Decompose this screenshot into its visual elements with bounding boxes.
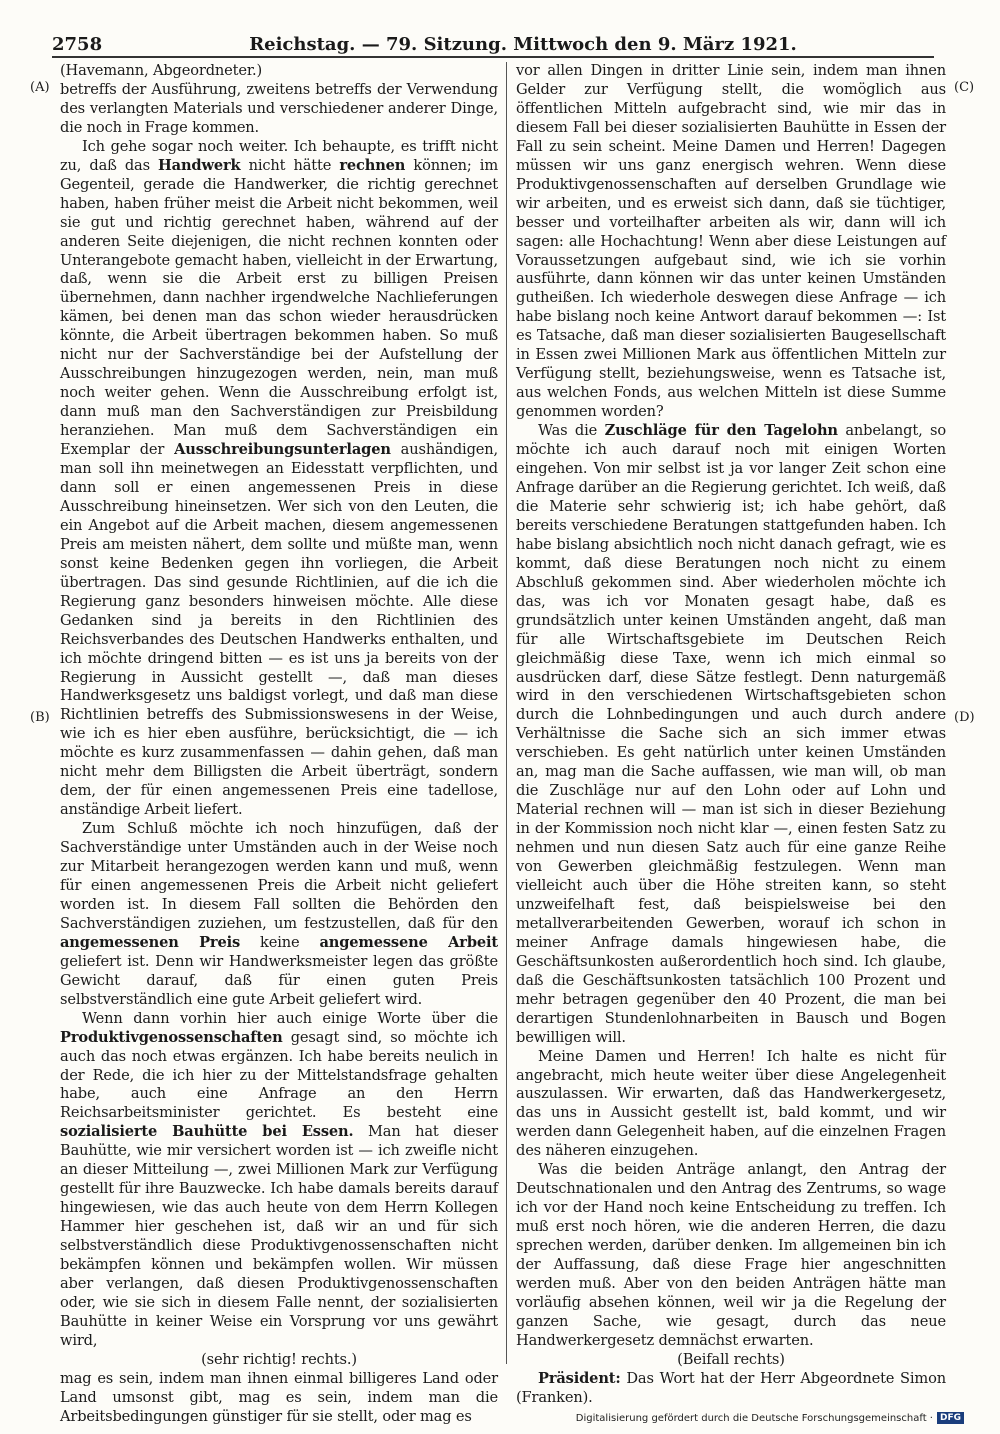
- credit-text: Digitalisierung gefördert durch die Deutsche Forschungsgemeinschaft ·: [575, 1412, 933, 1424]
- page-number: 2758: [52, 34, 103, 55]
- president-statement: Präsident: Das Wort hat der Herr Abgeordnete Simon (Franken).: [516, 1369, 946, 1406]
- applause-note: (Beifall rechts): [677, 1350, 785, 1368]
- president-label: Präsident:: [538, 1369, 621, 1387]
- paragraph: Ich gehe sogar noch weiter. Ich behaupte, es trifft nicht zu, daß das Handwerk nicht hätte rechnen können; im Gegenteil, gerade die Handwerker, die richtig gerechnet haben, haben früher meist die Arbeit nicht bekommen, weil sie gut und richtig gerechnet haben, während auf der anderen Seite diejenigen, die nicht rechnen konnten oder Unterangebote gemacht haben, vielleicht in der Erwartung, daß, wenn sie die Arbeit erst zu billigen Preisen übernehmen, dann nachher irgendwelche Nachlieferungen kämen, bei denen man das schon wieder herausdrücken könnte, die Arbeit übertragen bekommen haben. So muß nicht nur der Sachverständige bei der Aufstellung der Ausschreibungen hinzugezogen werden, nein, man muß noch weiter gehen. Wenn die Ausschreibung erfolgt ist, dann muß man den Sachverständigen zur Preisbildung heranziehen. Man muß dem Sachverständigen ein Exemplar der Ausschreibungsunterlagen aushändigen, man soll ihn meinetwegen an Eidesstatt verpflichten, und dann soll er einen angemessenen Preis in diese Ausschreibung hineinsetzen. Wer sich von den Leuten, die ein Angebot auf die Arbeit machen, diesem angemessenen Preis am meisten nähert, dem sollte und müßte man, wenn sonst keine Bedenken gegen ihn vorliegen, die Arbeit übertragen. Das sind gesunde Richtlinien, auf die ich die Regierung ganz besonders hinweisen möchte. Alle diese Gedanken sind ja bereits in den Richtlinien des Reichsverbandes des Deutschen Handwerks enthalten, und ich möchte dringend bitten — es ist uns ja bereits von der Regierung in Aussicht gestellt —, daß man dieses Handwerksgesetz uns baldigst vorlegt, und daß man diese Richtlinien betreffs des Submissionswesens in der Weise, wie ich es hier eben ausführe, berücksichtigt, die — ich möchte es kurz zusammenfassen — dahin gehen, daß man nicht mehr dem Billigsten die Arbeit überträgt, sondern dem, der für einen angemessenen Preis eine tadellose, anständige Arbeit liefert.: [60, 137, 499, 819]
- left-column: [60, 62, 498, 1427]
- paragraph: betreffs der Ausführung, zweitens betreffs der Verwendung des verlangten Materials und verschiedener anderer Dinge, die noch in Frage kommen.: [60, 80, 498, 136]
- page-header: [52, 30, 934, 58]
- speaker-attribution: (Havemann, Abgeordneter.): [60, 62, 263, 79]
- digitization-credit: [576, 1412, 964, 1424]
- paragraph: Zum Schluß möchte ich noch hinzufügen, daß der Sachverständige unter Umständen auch in der Weise noch zur Mitarbeit herangezogen werden kann und muß, wenn für einen angemessenen Preis die Arbeit nicht geliefert worden ist. In diesem Fall sollten die Behörden den Sachverständigen zuziehen, um festzustellen, daß für den angemessenen Preis keine angemessene Arbeit geliefert ist. Denn wir Handwerksmeister legen das größte Gewicht darauf, daß für einen guten Preis selbstverständlich eine gute Arbeit geliefert wird.: [60, 820, 498, 1008]
- margin-marker-d: (D): [954, 710, 975, 725]
- interjection: (sehr richtig! rechts.): [201, 1350, 357, 1368]
- margin-marker-c: (C): [954, 80, 975, 95]
- dfg-logo: DFG: [937, 1412, 964, 1424]
- paragraph: mag es sein, indem man ihnen einmal billigeres Land oder Land umsonst gibt, mag es sein, indem man die Arbeitsbedingungen günstiger für sie stellt, oder mag es: [60, 1369, 498, 1425]
- right-column: [516, 62, 946, 1408]
- margin-marker-a: (A): [30, 80, 50, 95]
- running-title: Reichstag. — 79. Sitzung. Mittwoch den 9. März 1921.: [249, 34, 797, 55]
- paragraph: vor allen Dingen in dritter Linie sein, indem man ihnen Gelder zur Verfügung stellt, die womöglich aus öffentlichen Mitteln aufgebracht sind, wie mir das in diesem Fall bei dieser sozialisierten Bauhütte in Essen der Fall zu sein scheint. Meine Damen und Herren! Dagegen müssen wir uns ganz energisch wehren. Wenn diese Produktivgenossenschaften auf derselben Grundlage wie wir arbeiten, und es erweist sich dann, daß sie tüchtiger, besser und vorteilhafter arbeiten als wir, dann will ich sagen: alle Hochachtung! Wenn aber diese Leistungen auf Voraussetzungen aufgebaut sind, wie ich sie vorhin ausführte, dann können wir das unter keinen Umständen gutheißen. Ich wiederhole deswegen diese Anfrage — ich habe bislang noch keine Antwort darauf bekommen —: Ist es Tatsache, daß man dieser sozialisierten Baugesellschaft in Essen zwei Millionen Mark aus öffentlichen Mitteln zur Verfügung stellt, beziehungsweise, wenn es Tatsache ist, aus welchen Fonds, aus welchen Mitteln ist diese Summe genommen worden?: [516, 62, 946, 421]
- column-divider: [506, 62, 507, 1364]
- paragraph: Was die beiden Anträge anlangt, den Antrag der Deutschnationalen und den Antrag des Zentrums, so wage ich vor der Hand noch keine Entscheidung zu treffen. Ich muß erst noch hören, wie die anderen Herren, die dazu sprechen werden, darüber denken. Im allgemeinen bin ich der Auffassung, daß diese Frage hier angeschnitten werden muß. Aber von den beiden Anträgen hätte man vorläufig absehen können, weil wir ja die Regelung der ganzen Sache, wie gesagt, durch das neue Handwerkergesetz demnächst erwarten.: [516, 1161, 946, 1349]
- paragraph: Meine Damen und Herren! Ich halte es nicht für angebracht, mich heute weiter über diese Angelegenheit auszulassen. Wir erwarten, daß das Handwerkergesetz, das uns in Aussicht gestellt ist, bald kommt, und wir werden dann Gelegenheit haben, auf die einzelnen Fragen des näheren einzugehen.: [516, 1047, 946, 1160]
- paragraph: Wenn dann vorhin hier auch einige Worte über die Produktivgenossenschaften gesagt sind, so möchte ich auch das noch etwas ergänzen. Ich habe bereits neulich in der Rede, die ich hier zu der Mittelstandsfrage gehalten habe, auch eine Anfrage an den Herrn Reichsarbeitsminister gerichtet. Es besteht eine sozialisierte Bauhütte bei Essen. Man hat dieser Bauhütte, wie mir versichert worden ist — ich zweifle nicht an dieser Mitteilung —, zwei Millionen Mark zur Verfügung gestellt für ihre Bauzwecke. Ich habe damals bereits darauf hingewiesen, wie das auch heute von dem Herrn Kollegen Hammer hier geschehen ist, daß wir an und für sich selbstverständlich diese Produktivgenossenschaften nicht bekämpfen können und bekämpfen wollen. Wir müssen aber verlangen, daß diesen Produktivgenossenschaften oder, wie sie sich in diesem Falle nennt, der sozialisierten Bauhütte in keiner Weise ein Vorsprung vor uns gewährt wird,: [60, 1009, 498, 1349]
- paragraph: Was die Zuschläge für den Tagelohn anbelangt, so möchte ich auch darauf noch mit einigen Worten eingehen. Von mir selbst ist ja vor langer Zeit schon eine Anfrage darüber an die Regierung gerichtet. Ich weiß, daß die Materie sehr schwierig ist; ich habe gehört, daß bereits verschiedene Beratungen stattgefunden haben. Ich habe bislang absichtlich noch nicht danach gefragt, wie es kommt, daß diese Beratungen noch nicht zu einem Abschluß gekommen sind. Aber wiederholen möchte ich das, was ich vor Monaten gesagt habe, daß es grundsätzlich unter keinen Umständen angeht, daß man für alle Wirtschaftsgebiete im Deutschen Reich gleichmäßig diese Taxe, wenn ich mich einmal so ausdrücken darf, diese Sätze festlegt. Denn naturgemäß wird in den verschiedenen Wirtschaftsgebieten schon durch die Lohnbedingungen und auch durch andere Verhältnisse die Sache sich an sich immer etwas verschieben. Es geht natürlich unter keinen Umständen an, mag man die Sache auffassen, wie man will, ob man die Zuschläge nur auf den Lohn oder auf Lohn und Material rechnen will — man ist sich in dieser Beziehung in der Kommission noch nicht klar —, einen festen Satz zu nehmen und nun diesen Satz auch für eine ganze Reihe von Gewerben gleichmäßig festzulegen. Wenn man vielleicht auch über die Höhe streiten kann, so steht unzweifelhaft fest, daß beispielsweise bei den metallverarbeitenden Gewerben, worauf ich schon in meiner Anfrage damals hingewiesen habe, die Geschäftsunkosten außerordentlich hoch sind. Ich glaube, daß die Geschäftsunkosten tatsächlich 100 Prozent und mehr betragen gegenüber den 40 Prozent, die man bei derartigen Stundenlohnarbeiten in Bausch und Bogen bewilligen will.: [516, 422, 946, 1046]
- margin-marker-b: (B): [30, 710, 50, 725]
